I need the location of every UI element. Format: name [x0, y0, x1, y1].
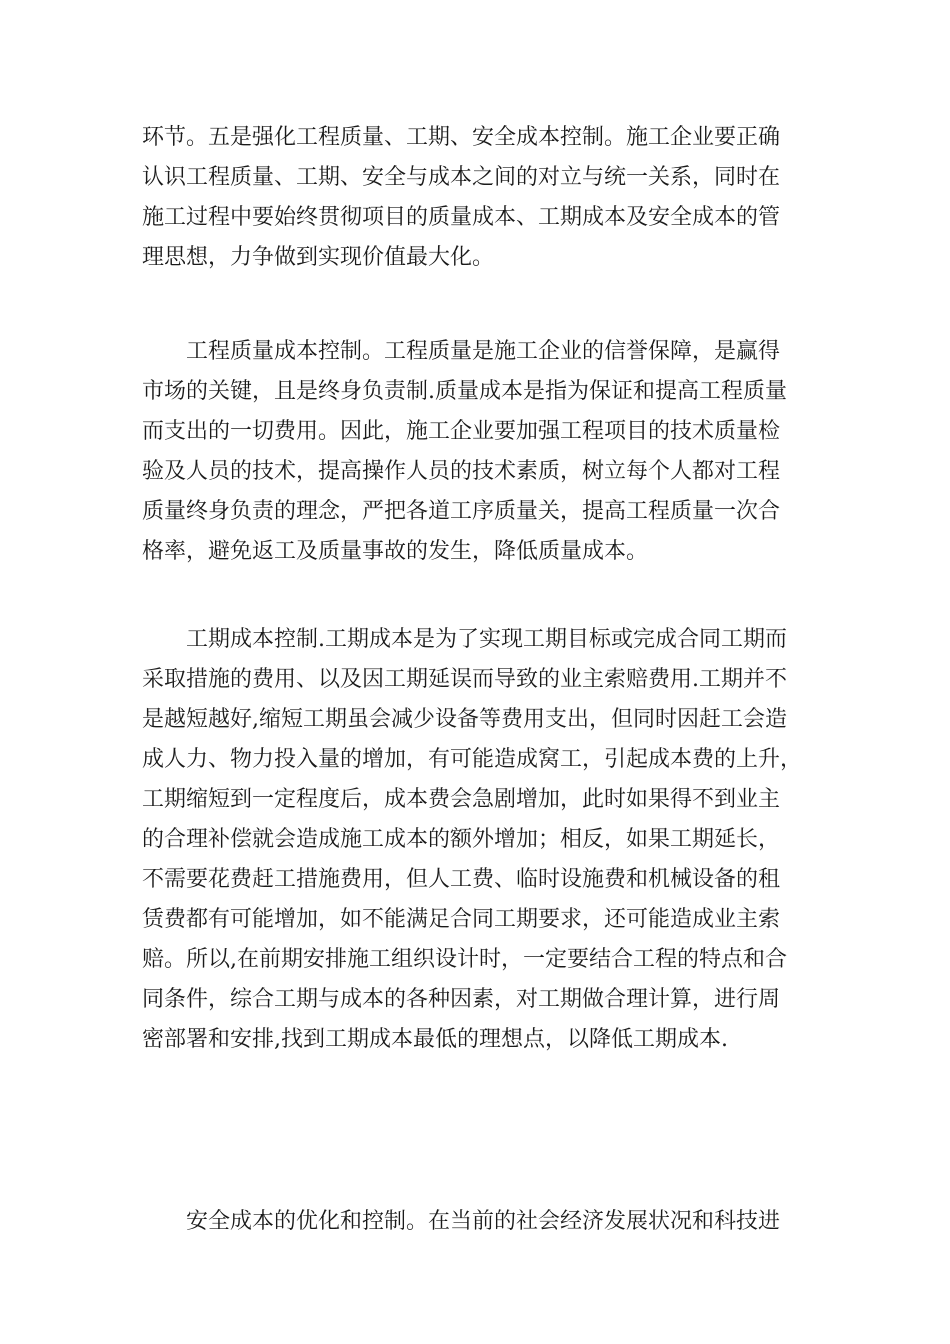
paragraph-line: 同条件，综合工期与成本的各种因素，对工期做合理计算，进行周 — [142, 987, 781, 1012]
paragraph-line: 不需要花费赶工措施费用，但人工费、临时设施费和机械设备的租 — [142, 867, 781, 892]
paragraph-line: 赁费都有可能增加，如不能满足合同工期要求，还可能造成业主索 — [142, 907, 781, 932]
paragraph-line: 理思想，力争做到实现价值最大化。 — [142, 245, 495, 270]
paragraph-line: 安全成本的优化和控制。在当前的社会经济发展状况和科技进 — [186, 1209, 781, 1234]
paragraph-line: 市场的关键，且是终身负责制.质量成本是指为保证和提高工程质量 — [142, 379, 787, 404]
paragraph-line: 是越短越好,缩短工期虽会减少设备等费用支出，但同时因赶工会造 — [142, 707, 787, 732]
paragraph-line: 施工过程中要始终贯彻项目的质量成本、工期成本及安全成本的管 — [142, 205, 781, 230]
paragraph-line: 验及人员的技术，提高操作人员的技术素质，树立每个人都对工程 — [142, 459, 781, 484]
paragraph-line: 工程质量成本控制。工程质量是施工企业的信誉保障，是赢得 — [186, 339, 781, 364]
paragraph-3 — [142, 620, 832, 1060]
paragraph-line: 成人力、物力投入量的增加，有可能造成窝工，引起成本费的上升， — [142, 747, 803, 772]
paragraph-line: 采取措施的费用、以及因工期延误而导致的业主索赔费用.工期并不 — [142, 667, 787, 692]
paragraph-line: 而支出的一切费用。因此，施工企业要加强工程项目的技术质量检 — [142, 419, 781, 444]
paragraph-line: 格率，避免返工及质量事故的发生，降低质量成本。 — [142, 539, 649, 564]
paragraph-line: 的合理补偿就会造成施工成本的额外增加；相反，如果工期延长， — [142, 827, 781, 852]
paragraph-line: 工期成本控制.工期成本是为了实现工期目标或完成合同工期而 — [186, 627, 787, 652]
paragraph-2 — [142, 332, 832, 572]
paragraph-1 — [142, 118, 832, 278]
paragraph-line: 认识工程质量、工期、安全与成本之间的对立与统一关系，同时在 — [142, 165, 781, 190]
paragraph-line: 环节。五是强化工程质量、工期、安全成本控制。施工企业要正确 — [142, 125, 781, 150]
paragraph-line: 工期缩短到一定程度后，成本费会急剧增加，此时如果得不到业主 — [142, 787, 781, 812]
paragraph-line: 质量终身负责的理念，严把各道工序质量关，提高工程质量一次合 — [142, 499, 781, 524]
paragraph-line: 赔。所以,在前期安排施工组织设计时，一定要结合工程的特点和合 — [142, 947, 787, 972]
paragraph-line: 密部署和安排,找到工期成本最低的理想点，以降低工期成本. — [142, 1027, 728, 1052]
paragraph-4 — [142, 1202, 832, 1242]
